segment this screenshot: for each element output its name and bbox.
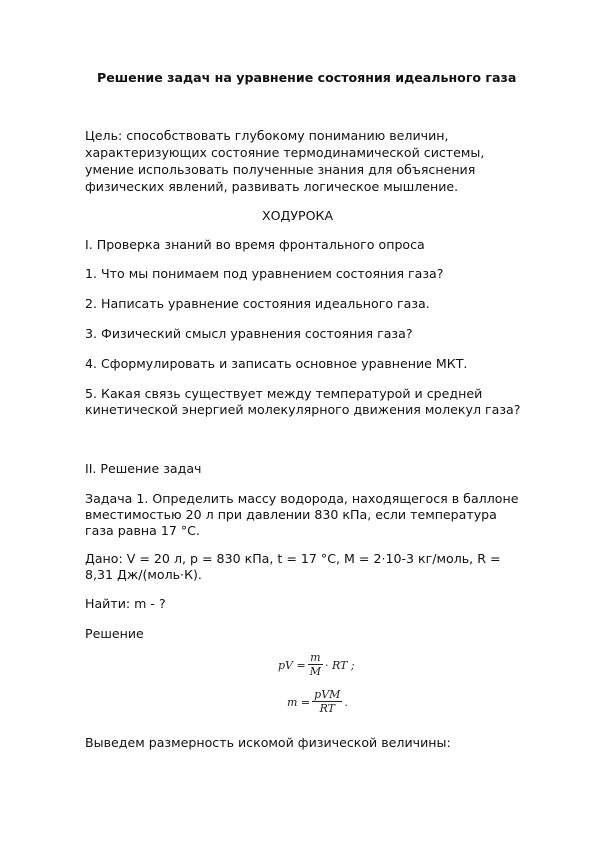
lesson-heading: ХОДУРОКА: [261, 208, 334, 223]
formula-lhs: pV =: [278, 658, 306, 672]
formula-gas-state: [278, 652, 355, 678]
section-heading-2: II. Решение задач: [85, 461, 202, 476]
solution-heading: Решение: [85, 626, 144, 641]
section-heading-1: I. Проверка знаний во время фронтального опроса: [85, 237, 425, 252]
given-line: Дано: V = 20 л, p = 830 кПа, t = 17 °С, M = 2·10-3 кг/моль, R =: [85, 551, 501, 566]
goal-line: физических явлений, развивать логическое мышление.: [85, 179, 459, 194]
formula-fraction: [312, 689, 342, 715]
question-item: 4. Сформулировать и записать основное уравнение МКТ.: [85, 356, 468, 371]
formula-rhs: · RT ;: [324, 658, 355, 672]
find-line: Найти: m - ?: [85, 596, 166, 611]
given-line: 8,31 Дж/(моль·К).: [85, 567, 202, 582]
question-item-continued: кинетической энергией молекулярного движения молекул газа?: [85, 402, 521, 417]
formula-lhs: m =: [287, 695, 311, 709]
task-line: Задача 1. Определить массу водорода, находящегося в баллоне: [85, 491, 519, 506]
formula-rhs: .: [344, 695, 348, 709]
formula-fraction: [308, 652, 323, 678]
formula-mass: [287, 689, 348, 715]
document-title: Решение задач на уравнение состояния идеального газа: [97, 70, 517, 85]
formula-denominator: M: [309, 665, 321, 678]
question-item: 5. Какая связь существует между температурой и средней: [85, 386, 483, 401]
formula-numerator: pVM: [314, 688, 341, 701]
goal-line: характеризующих состояние термодинамической системы,: [85, 145, 485, 160]
goal-line: Цель: способствовать глубокому пониманию величин,: [85, 128, 449, 143]
formula-denominator: RT: [319, 702, 335, 715]
goal-line: умение использовать полученные знания для объяснения: [85, 162, 476, 177]
question-item: 1. Что мы понимаем под уравнением состояния газа?: [85, 266, 444, 281]
last-paragraph: Выведем размерность искомой физической величины:: [85, 735, 451, 750]
question-item: 2. Написать уравнение состояния идеального газа.: [85, 296, 430, 311]
task-line: вместимостью 20 л при давлении 830 кПа, если температура: [85, 507, 497, 522]
task-line: газа равна 17 °С.: [85, 523, 200, 538]
question-item: 3. Физический смысл уравнения состояния газа?: [85, 326, 413, 341]
formula-numerator: m: [310, 651, 321, 664]
